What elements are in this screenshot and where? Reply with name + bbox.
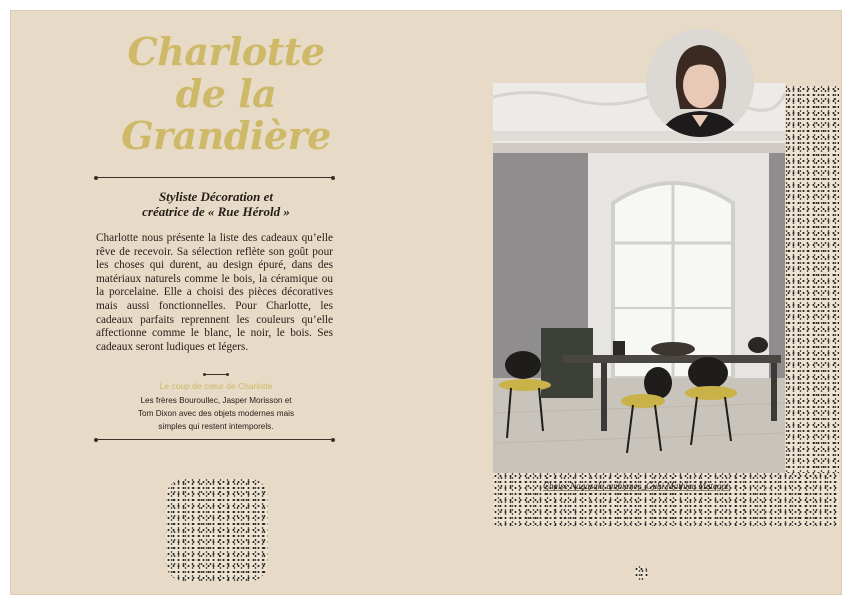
profile-subtitle [96, 189, 336, 219]
photo-caption: Chaise Nagasaki ambiance_Gubi Mathieu Mategot [543, 481, 729, 491]
interior-photo [493, 83, 785, 473]
subtitle-line-1: Styliste Décoration et [158, 189, 274, 204]
title-line-2: de la [175, 71, 277, 116]
favorite-line-2: Tom Dixon avec des objets modernes mais [137, 409, 295, 418]
favorite-line-1: Les frères Bouroullec, Jasper Morisson et [140, 396, 292, 405]
speckle-texture-left [166, 479, 268, 581]
dining-room-illustration [493, 83, 785, 473]
favorite-text [121, 394, 311, 433]
title-line-1: Charlotte [127, 29, 325, 74]
portrait-avatar [646, 29, 754, 137]
page-marker [634, 566, 648, 580]
portrait-illustration [646, 29, 754, 137]
subtitle-line-2: créatrice de « Rue Hérold » [142, 204, 290, 219]
magazine-spread [10, 10, 842, 595]
title-line-3: Grandière [121, 113, 331, 158]
divider-bottom [96, 439, 333, 440]
favorite-line-3: simples qui restent intemporels. [158, 422, 274, 431]
favorite-heading: Le coup de cœur de Charlotte [159, 381, 273, 391]
profile-description: Charlotte nous présente la liste des cadeaux qu’elle rêve de recevoir. Sa sélection reflète son goût pour les choses qui durent, au design épuré, dans des matériaux naturels comme le bois, la céramique ou la porcelaine. Elle a choisi des pièces décoratives mais aussi fonctionnelles. Pour Charlotte, les cadeaux parfaits reprennent les couleurs qu’elle affectionne comme le blanc, le noir, le bois. Ses cadeaux seront ludiques et légers. [96, 232, 333, 353]
speckle-frame-right [781, 86, 839, 526]
divider-top [96, 177, 333, 178]
divider-short [205, 374, 227, 375]
profile-title [101, 31, 351, 157]
